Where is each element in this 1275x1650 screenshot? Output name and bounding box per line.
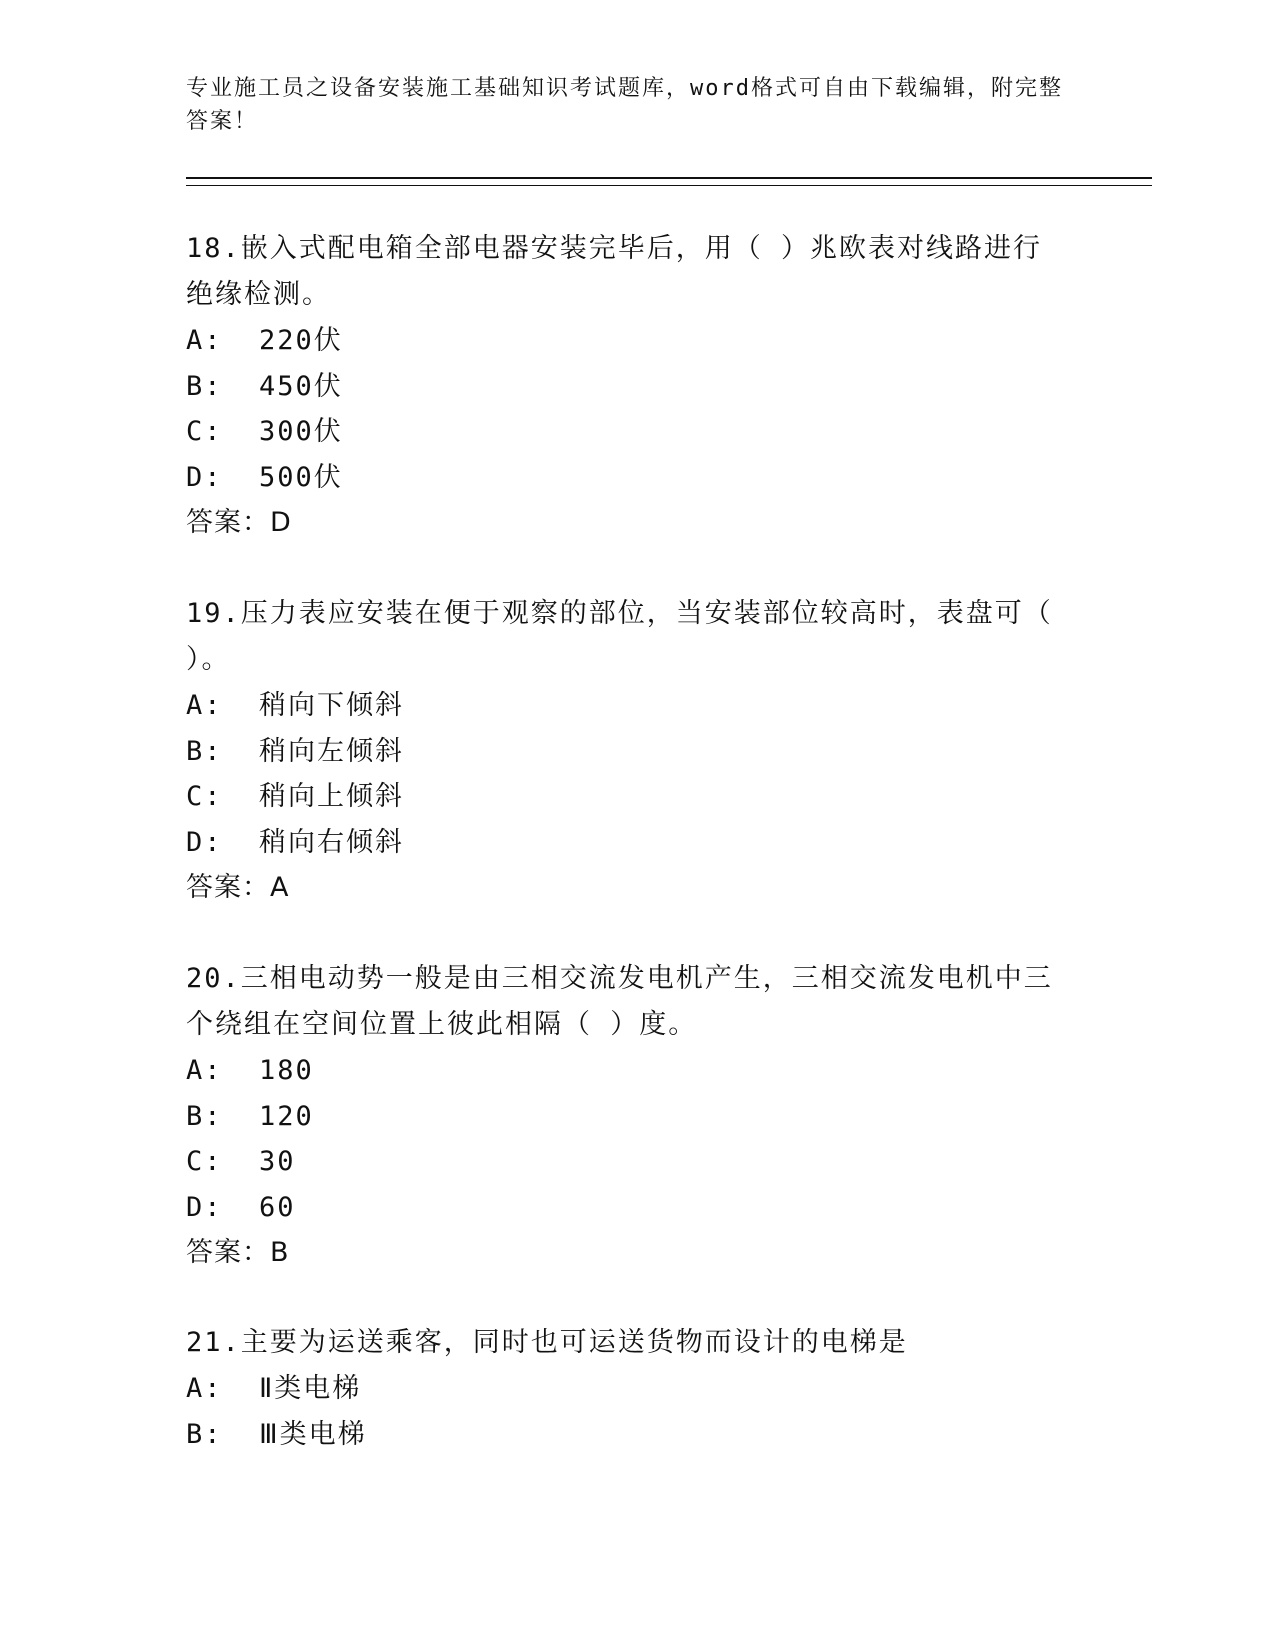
question-21 — [186, 1320, 1066, 1457]
option-d: D: 500伏 — [186, 461, 343, 493]
option-b: B: 450伏 — [186, 370, 343, 402]
question-20 — [186, 956, 1066, 1276]
option-c: C: 300伏 — [186, 416, 343, 447]
option-a: A: 稍向下倾斜 — [186, 690, 405, 721]
question-18 — [186, 226, 1066, 546]
document-header: 专业施工员之设备安装施工基础知识考试题库，word格式可自由下载编辑，附完整答案！ — [186, 76, 1063, 134]
answer: 答案：B — [186, 1237, 290, 1268]
option-b: B: 稍向左倾斜 — [186, 735, 405, 767]
answer: 答案：D — [186, 507, 292, 538]
question-19 — [186, 591, 1066, 911]
option-c: C: 30 — [186, 1146, 296, 1177]
option-d: D: 60 — [186, 1191, 296, 1223]
option-a: A: Ⅱ类电梯 — [186, 1373, 362, 1404]
question-stem: 20.三相电动势一般是由三相交流发电机产生，三相交流发电机中三个绕组在空间位置上彼此相隔（ ）度。 — [186, 963, 1053, 1040]
question-stem: 19.压力表应安装在便于观察的部位，当安装部位较高时，表盘可（ ）。 — [186, 598, 1053, 675]
option-c: C: 稍向上倾斜 — [186, 781, 405, 812]
answer: 答案：A — [186, 872, 290, 903]
option-d: D: 稍向右倾斜 — [186, 826, 405, 858]
option-a: A: 220伏 — [186, 325, 343, 356]
question-stem: 21.主要为运送乘客，同时也可运送货物而设计的电梯是 — [186, 1327, 908, 1358]
option-a: A: 180 — [186, 1055, 314, 1086]
option-b: B: 120 — [186, 1100, 314, 1132]
question-stem: 18.嵌入式配电箱全部电器安装完毕后，用（ ）兆欧表对线路进行绝缘检测。 — [186, 233, 1043, 310]
header-divider — [186, 177, 1152, 186]
option-b: B: Ⅲ类电梯 — [186, 1418, 367, 1450]
